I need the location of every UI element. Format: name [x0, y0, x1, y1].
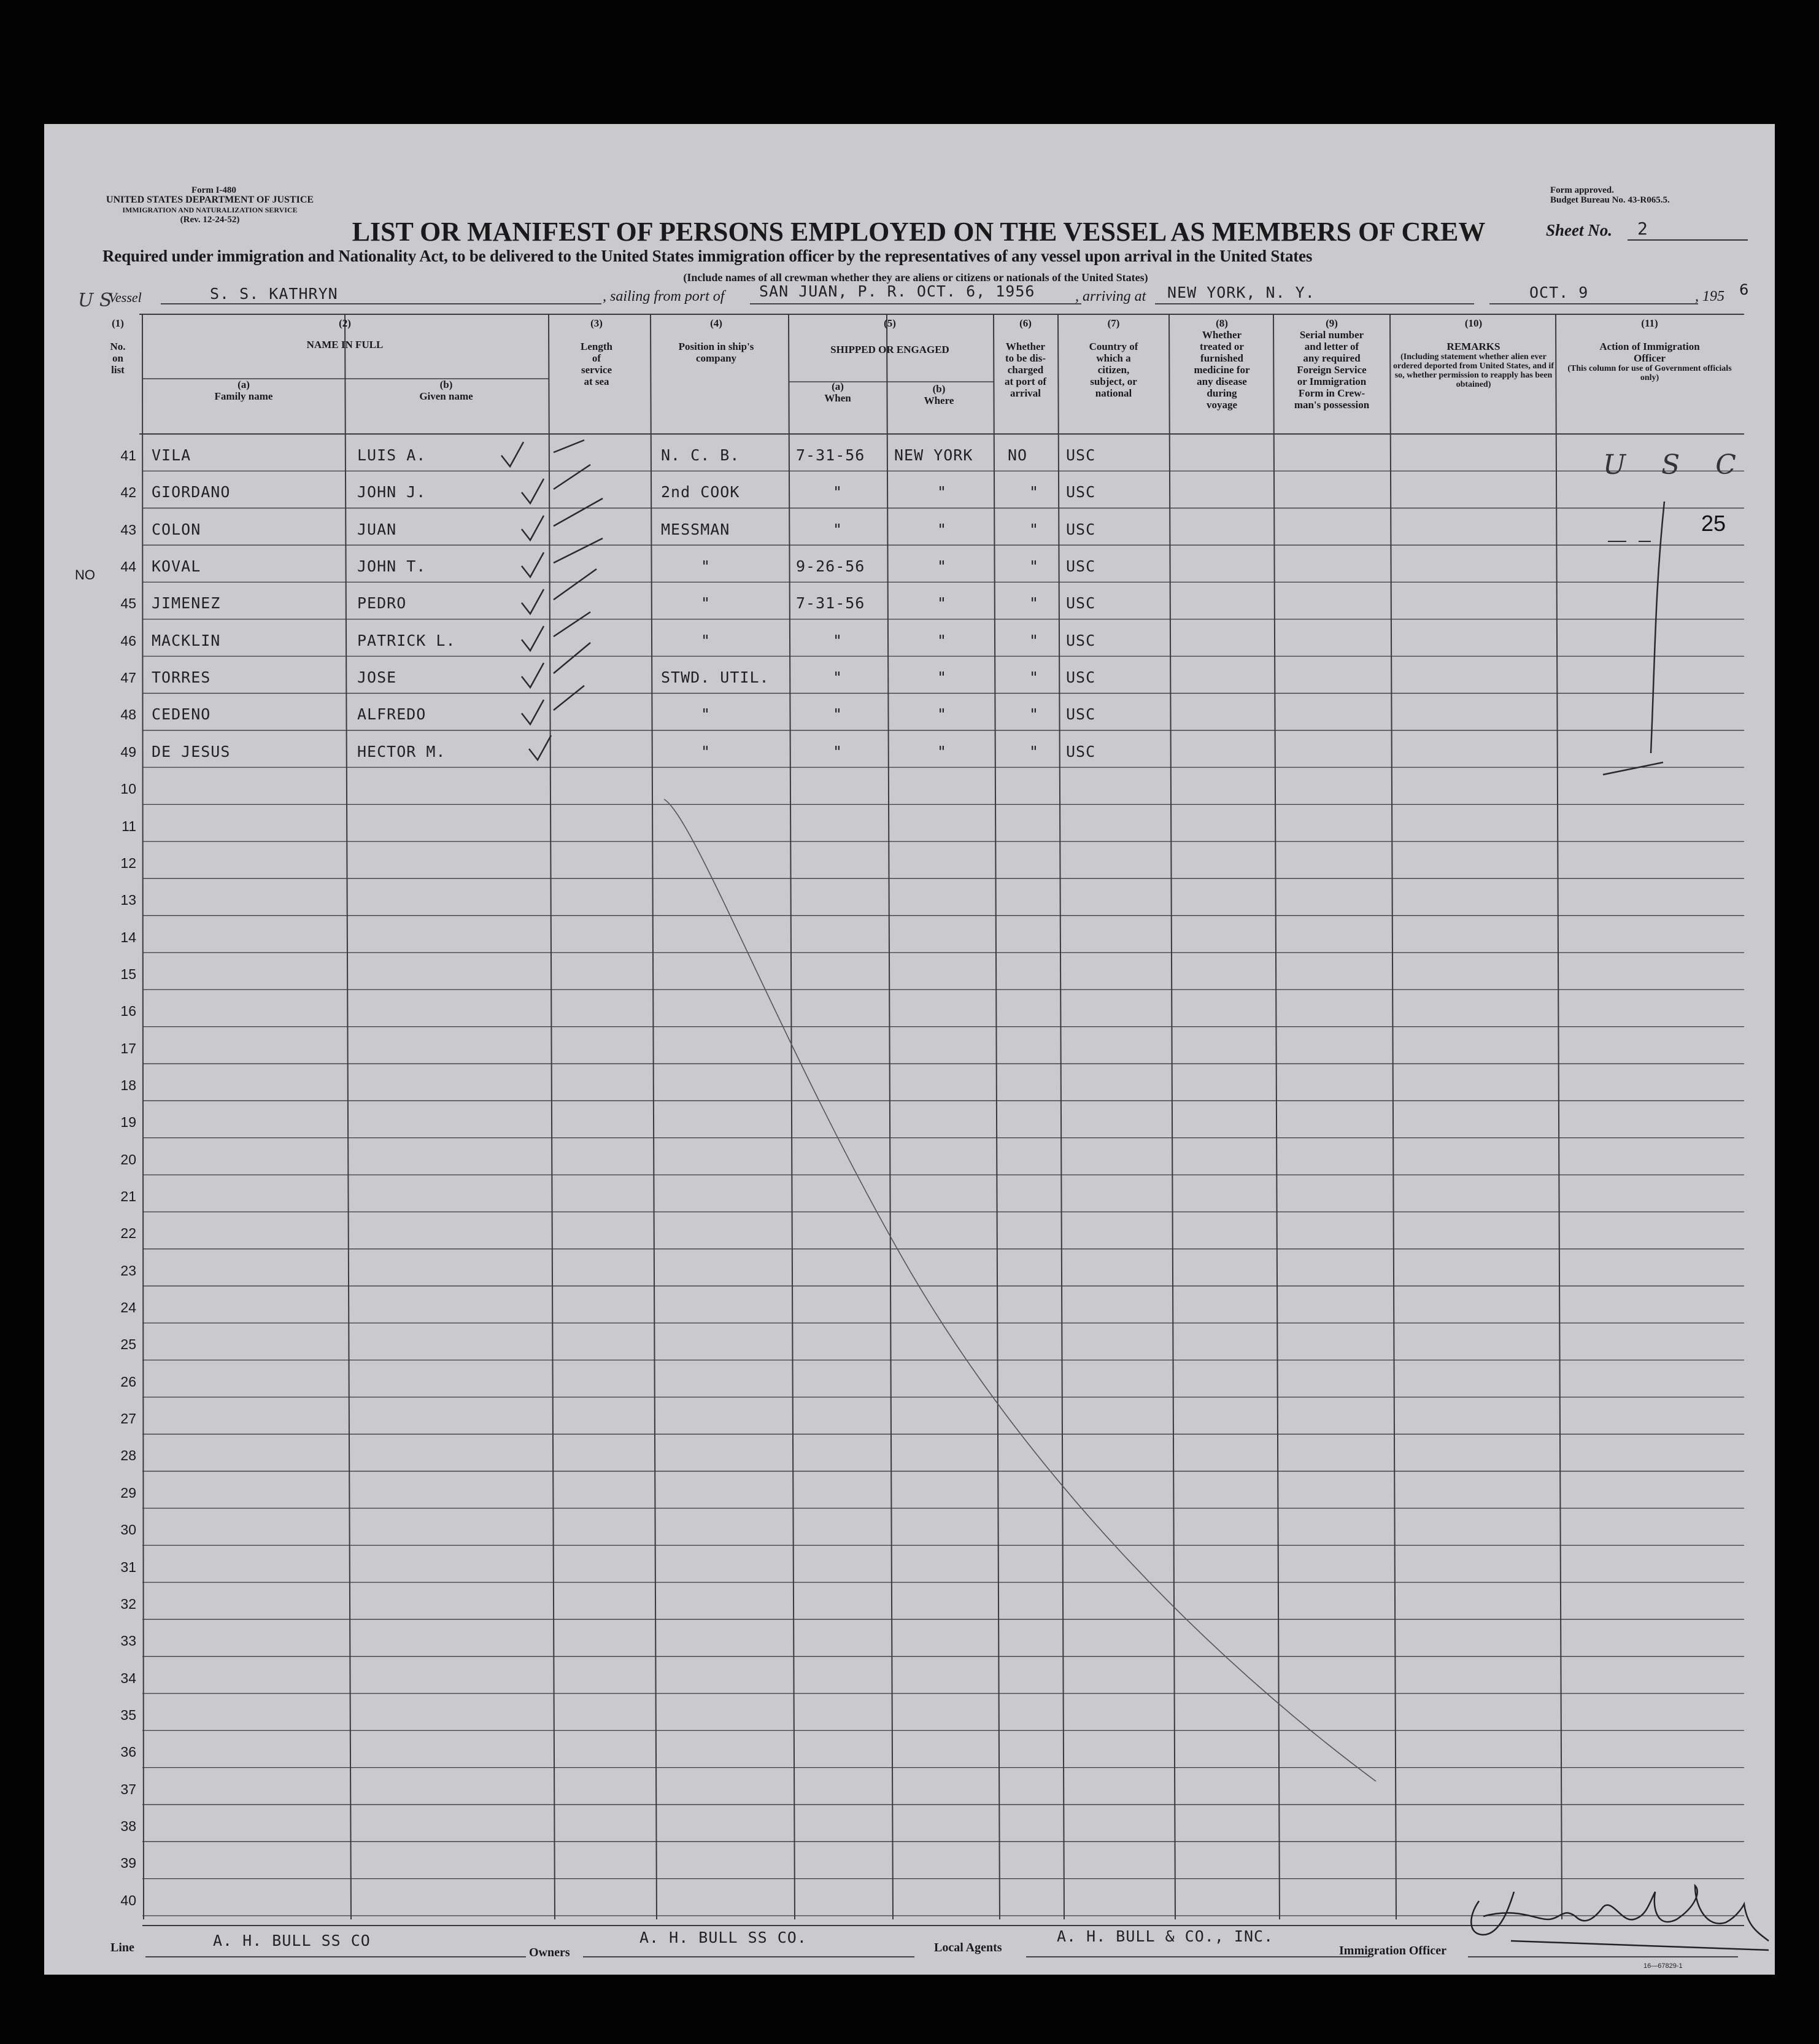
form-code: 16—67829-1 — [1643, 1962, 1683, 1970]
row-number: 22 — [120, 1225, 136, 1242]
cell-given: PATRICK L. — [357, 631, 456, 649]
row-number: 49 — [120, 743, 136, 760]
cell-when: 7-31-56 — [796, 594, 865, 613]
cell-country: USC — [1066, 668, 1096, 687]
sailing-from: SAN JUAN, P. R. OCT. 6, 1956 — [759, 282, 1035, 300]
pencil-marks — [44, 124, 1775, 1975]
row-number: 32 — [120, 1595, 136, 1612]
cell-where: " — [937, 631, 948, 649]
row-number: 15 — [120, 966, 136, 982]
col-4-header: (4) Position in ship's company — [678, 317, 754, 364]
cell-given: JOSE — [357, 668, 397, 687]
col-5b-header: (b) Where — [924, 383, 954, 406]
cell-position: " — [701, 705, 711, 724]
footer-officer-label: Immigration Officer — [1339, 1944, 1446, 1957]
cell-position: N. C. B. — [661, 446, 740, 464]
row-number: 48 — [120, 706, 136, 723]
col-2a-header: (a) Family name — [214, 379, 273, 402]
cell-given: HECTOR M. — [357, 742, 446, 761]
footer-line-underline — [145, 1956, 526, 1957]
cell-where: " — [937, 520, 948, 538]
col-2-number: (2) — [339, 317, 351, 329]
cell-where: " — [937, 483, 948, 501]
cell-when: 9-26-56 — [796, 557, 865, 576]
row-number: 34 — [120, 1670, 136, 1686]
row-number: 28 — [120, 1447, 136, 1464]
vessel-name: S. S. KATHRYN — [210, 285, 338, 303]
cell-when: " — [833, 742, 843, 761]
cell-when: " — [833, 705, 843, 724]
footer-agents-label: Local Agents — [934, 1941, 1002, 1954]
col-11-note: (This column for use of Government officials only) — [1567, 364, 1732, 382]
footer-line-value: A. H. BULL SS CO — [213, 1932, 371, 1949]
vessel-label: Vessel — [109, 290, 142, 305]
footer-owners-value: A. H. BULL SS CO. — [639, 1929, 807, 1946]
sheet-label: Sheet No. — [1546, 221, 1612, 239]
arriving-at: NEW YORK, N. Y. — [1167, 284, 1315, 301]
row-number: 36 — [120, 1744, 136, 1760]
cell-position: 2nd COOK — [661, 483, 740, 501]
cell-discharged: " — [1029, 705, 1040, 724]
cell-family: JIMENEZ — [152, 594, 221, 613]
cell-position: " — [701, 594, 711, 613]
manifest-sheet — [44, 124, 1775, 1975]
right-margin-count: 25 — [1701, 511, 1726, 536]
col-5a-header: (a) When — [824, 381, 851, 404]
sailing-label: , sailing from port of — [603, 288, 725, 304]
col-7-header: (7) Country of which a citizen, subject, or national — [1089, 317, 1138, 399]
col-2-header: NAME IN FULL — [306, 339, 384, 350]
cell-family: COLON — [152, 520, 201, 538]
cell-position: STWD. UTIL. — [661, 668, 770, 687]
page-title: LIST OR MANIFEST OF PERSONS EMPLOYED ON THE VESSEL AS MEMBERS OF CREW — [352, 217, 1486, 247]
officer-action-note: U S C — [1603, 449, 1750, 481]
cell-discharged: " — [1029, 742, 1040, 761]
row-number: 39 — [120, 1855, 136, 1872]
cell-where: " — [937, 705, 948, 724]
col-2b-header: (b) Given name — [419, 379, 473, 402]
cell-country: USC — [1066, 446, 1096, 464]
col-9-header: (9) Serial number and letter of any required Foreign Service or Immigration Form in Crew- man's possession — [1294, 317, 1370, 411]
cell-position: " — [701, 742, 711, 761]
row-number: 16 — [120, 1003, 136, 1020]
footer-agents-underline — [1026, 1956, 1370, 1957]
checkmarks — [501, 440, 603, 760]
cell-when: " — [833, 483, 843, 501]
row-number: 14 — [120, 929, 136, 945]
form-approved: Form approved. — [1550, 185, 1614, 195]
cell-when: " — [833, 631, 843, 649]
officer-signature — [1471, 1886, 1769, 1950]
row-number: 12 — [120, 854, 136, 871]
budget-bureau: Budget Bureau No. 43-R065.5. — [1550, 195, 1670, 205]
cell-family: KOVAL — [152, 557, 201, 576]
cell-family: MACKLIN — [152, 631, 221, 649]
cell-position: MESSMAN — [661, 520, 730, 538]
cell-given: JOHN J. — [357, 483, 427, 501]
row-number: 37 — [120, 1781, 136, 1797]
cell-where: " — [937, 668, 948, 687]
page-subtitle: Required under immigration and Nationality Act, to be delivered to the United States immigration officer by the representatives of any vessel upon arrival in the United States — [102, 247, 1313, 265]
col-11-header: (11) Action of Immigration Officer (This column for use of Government officials only) — [1558, 317, 1742, 382]
cell-discharged: " — [1029, 557, 1040, 576]
row-number: 21 — [120, 1188, 136, 1204]
row-number: 41 — [120, 447, 136, 463]
cell-when: " — [833, 668, 843, 687]
cell-family: CEDENO — [152, 705, 211, 724]
footer-officer-underline — [1468, 1956, 1738, 1957]
col-10-note: (Including statement whether alien ever ordered deported from United States, and if so, whether permission to reapply has been obtained) — [1393, 352, 1554, 389]
row-number: 27 — [120, 1411, 136, 1427]
department-name: UNITED STATES DEPARTMENT OF JUSTICE — [106, 195, 314, 205]
col-5-number: (5) — [884, 317, 896, 329]
form-number: Form I-480 — [191, 185, 236, 195]
cell-when: " — [833, 520, 843, 538]
left-margin-note: NO — [75, 567, 95, 583]
row-number: 42 — [120, 484, 136, 501]
row-number: 46 — [120, 632, 136, 649]
row-number: 45 — [120, 595, 136, 612]
row-number: 47 — [120, 670, 136, 686]
row-number: 25 — [120, 1336, 136, 1353]
cell-where: " — [937, 742, 948, 761]
margin-handwriting: U S — [78, 290, 112, 311]
cell-discharged: " — [1029, 631, 1040, 649]
cell-discharged: NO — [1008, 446, 1028, 464]
cell-country: USC — [1066, 742, 1096, 761]
row-number: 43 — [120, 521, 136, 538]
col-8-header: (8) Whether treated or furnished medicine for any disease during voyage — [1194, 317, 1250, 411]
footer-agents-value: A. H. BULL & CO., INC. — [1057, 1927, 1274, 1945]
cell-discharged: " — [1029, 668, 1040, 687]
row-number: 26 — [120, 1373, 136, 1390]
cell-discharged: " — [1029, 483, 1040, 501]
year-digit: 6 — [1739, 281, 1749, 298]
cell-given: JOHN T. — [357, 557, 427, 576]
row-number: 35 — [120, 1706, 136, 1723]
row-number: 29 — [120, 1484, 136, 1501]
cell-position: " — [701, 631, 711, 649]
row-number: 24 — [120, 1299, 136, 1316]
footer-owners-label: Owners — [529, 1946, 570, 1959]
col-10-header: (10) REMARKS (Including statement whether alien ever ordered deported from United States, and if so, whether permission to reapply has been obtained) — [1392, 317, 1555, 389]
year-prefix: , 195 — [1695, 288, 1724, 304]
cell-country: USC — [1066, 631, 1096, 649]
cell-given: JUAN — [357, 520, 397, 538]
cell-country: USC — [1066, 594, 1096, 613]
row-number: 23 — [120, 1262, 136, 1279]
footer-line-label: Line — [110, 1941, 134, 1954]
cell-position: " — [701, 557, 711, 576]
arrival-date: OCT. 9 — [1529, 284, 1589, 301]
officer-bracket — [1603, 501, 1664, 775]
form-revision: (Rev. 12-24-52) — [180, 215, 240, 225]
cell-discharged: " — [1029, 594, 1040, 613]
sheet-number: 2 — [1637, 219, 1648, 239]
cell-where: " — [937, 594, 948, 613]
cell-where: " — [937, 557, 948, 576]
row-number: 10 — [120, 781, 136, 797]
footer-owners-underline — [583, 1956, 914, 1957]
row-number: 17 — [120, 1040, 136, 1056]
cell-where: NEW YORK — [894, 446, 973, 464]
cell-given: ALFREDO — [357, 705, 427, 724]
row-number: 20 — [120, 1151, 136, 1167]
col-6-header: (6) Whether to be dis- charged at port of arrival — [1005, 317, 1046, 399]
cell-family: TORRES — [152, 668, 211, 687]
cell-family: DE JESUS — [152, 742, 231, 761]
row-number: 44 — [120, 559, 136, 575]
cell-country: USC — [1066, 557, 1096, 576]
cell-country: USC — [1066, 705, 1096, 724]
col-5-header: SHIPPED OR ENGAGED — [830, 344, 949, 355]
row-number: 33 — [120, 1633, 136, 1649]
col-1-header: (1) No. on list — [110, 317, 126, 376]
col-3-header: (3) Length of service at sea — [581, 317, 612, 387]
arriving-label: , arriving at — [1075, 288, 1146, 304]
row-number: 38 — [120, 1818, 136, 1834]
row-number: 31 — [120, 1558, 136, 1575]
cell-family: VILA — [152, 446, 191, 464]
cancel-line — [664, 799, 1376, 1781]
cell-country: USC — [1066, 483, 1096, 501]
crew-note: (Include names of all crewman whether they are aliens or citizens or nationals of the United States) — [683, 271, 1148, 284]
row-number: 30 — [120, 1522, 136, 1538]
cell-given: LUIS A. — [357, 446, 427, 464]
cell-family: GIORDANO — [152, 483, 231, 501]
cell-given: PEDRO — [357, 594, 407, 613]
row-number: 13 — [120, 892, 136, 908]
row-number: 18 — [120, 1077, 136, 1093]
service-name: IMMIGRATION AND NATURALIZATION SERVICE — [122, 206, 298, 214]
row-number: 40 — [120, 1892, 136, 1908]
row-number: 11 — [122, 818, 136, 834]
cell-when: 7-31-56 — [796, 446, 865, 464]
cell-discharged: " — [1029, 520, 1040, 538]
cell-country: USC — [1066, 520, 1096, 538]
row-number: 19 — [120, 1114, 136, 1131]
